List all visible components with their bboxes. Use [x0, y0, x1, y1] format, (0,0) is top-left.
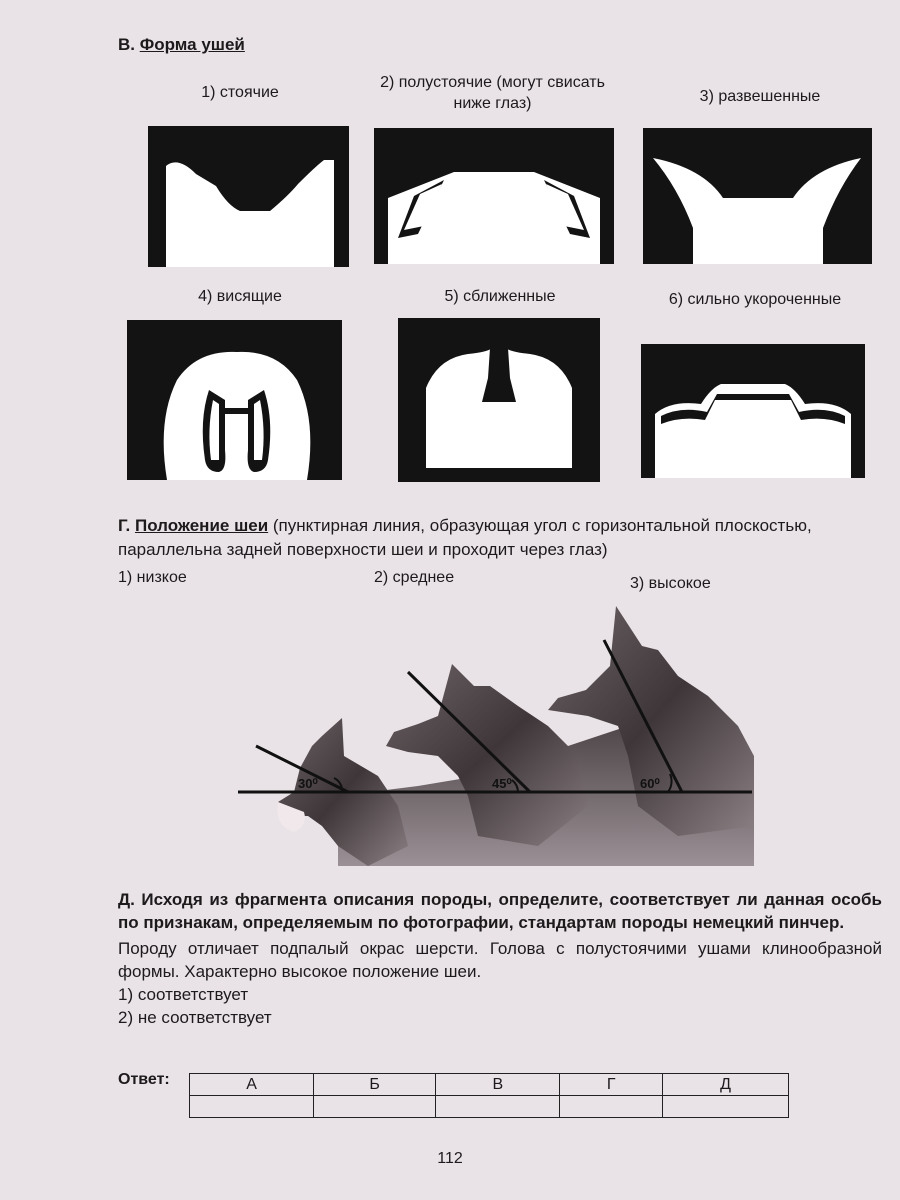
section-v-heading [118, 35, 245, 55]
answer-col-d: Д [663, 1074, 789, 1096]
section-g-description: (пунктирная линия, образующая угол с горизонтальной плоскостью, параллельна задней поверхности шеи и проходит через глаз) [118, 516, 812, 559]
angle-label-60: 60⁰ [640, 776, 660, 791]
option-2: 2) не соответствует [118, 1008, 272, 1027]
section-d-question: Д. Исходя из фрагмента описания породы, определите, соответствует ли данная особь по признакам, определяемым по фотографии, стандартам породы немецкий пинчер. [118, 890, 882, 932]
angle-label-30: 30⁰ [298, 776, 318, 791]
answer-header-row [190, 1074, 789, 1096]
neck-caption-2: 2) среднее [374, 569, 455, 586]
ear-shape-spread-image [643, 128, 872, 264]
ear-shape-shortened-image [641, 344, 865, 478]
ear-caption-3: 3) развешенные [699, 88, 821, 105]
ear-shape-erect-image [148, 126, 349, 267]
ear-shape-semi-erect-image [374, 128, 614, 264]
angle-label-45: 45⁰ [492, 776, 512, 791]
neck-caption-3: 3) высокое [630, 575, 711, 592]
ear-shape-close-set-image [398, 318, 600, 482]
answer-col-b: Б [314, 1074, 436, 1096]
ear-caption-4: 4) висящие [198, 288, 282, 305]
ear-caption-1: 1) стоячие [201, 84, 279, 101]
answer-col-v: В [436, 1074, 560, 1096]
answer-cell-v[interactable] [436, 1096, 560, 1118]
ear-caption-5: 5) сближенные [444, 288, 556, 305]
section-v-letter: В. [118, 35, 135, 54]
ear-caption-2: 2) полустоячие (могут свисать ниже глаз) [380, 74, 605, 112]
section-g-letter: Г. [118, 516, 131, 535]
ear-caption-6: 6) сильно укороченные [668, 291, 842, 308]
section-d [118, 888, 882, 1029]
neck-position-dogs-photo [238, 606, 754, 866]
section-v-title: Форма ушей [139, 35, 245, 54]
neck-caption-1: 1) низкое [118, 569, 187, 586]
answer-cell-g[interactable] [560, 1096, 663, 1118]
section-g-text [118, 514, 888, 562]
answer-col-a: А [190, 1074, 314, 1096]
answer-cell-b[interactable] [314, 1096, 436, 1118]
ear-shape-hanging-image [127, 320, 342, 480]
answer-value-row [190, 1096, 789, 1118]
section-d-breed-description: Породу отличает подпалый окрас шерсти. Голова с полустоячими ушами клинообразной формы. Характерно высокое положение шеи. [118, 939, 882, 981]
answer-col-g: Г [560, 1074, 663, 1096]
answer-cell-d[interactable] [663, 1096, 789, 1118]
page-number: 112 [437, 1150, 463, 1167]
answer-cell-a[interactable] [190, 1096, 314, 1118]
answer-label: Ответ: [118, 1071, 170, 1088]
section-g-title: Положение шеи [134, 516, 269, 535]
answer-table [189, 1073, 789, 1118]
option-1: 1) соответствует [118, 985, 249, 1004]
